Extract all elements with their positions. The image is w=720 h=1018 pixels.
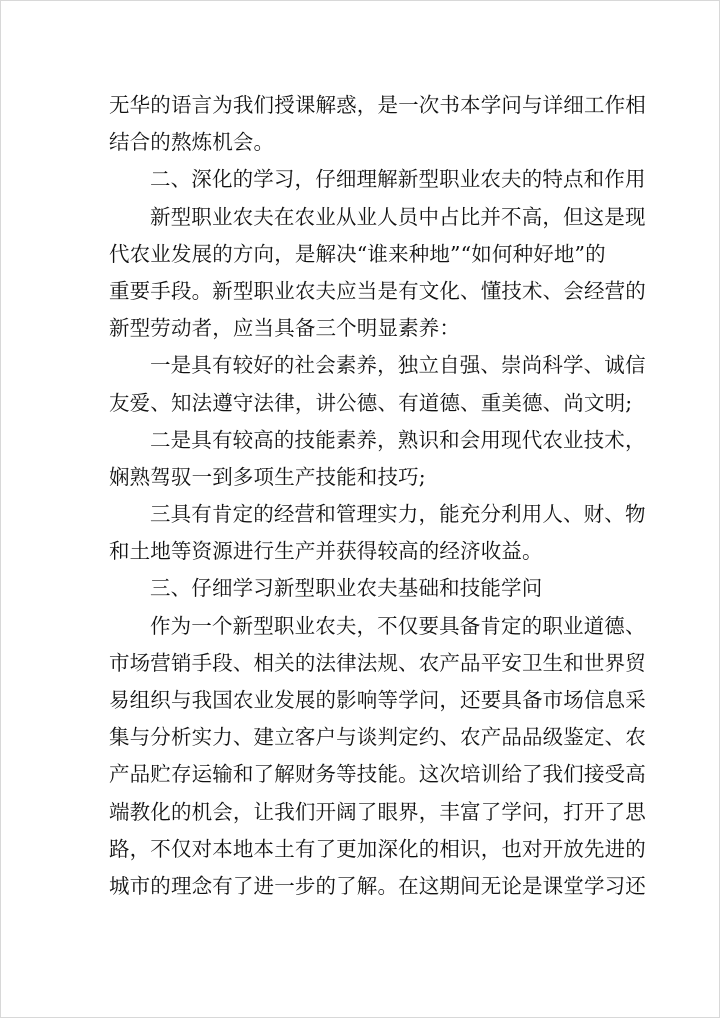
text-line-16: 市场营销手段、相关的法律法规、农产品平安卫生和世界贸 [109, 650, 646, 675]
text-line-8: 一是具有较好的社会素养，独立自强、崇尚科学、诚信 [150, 353, 646, 378]
text-line-6: 重要手段。新型职业农夫应当是有文化、懂技术、会经营的 [109, 278, 646, 303]
text-line-9: 友爱、知法遵守法律，讲公德、有道德、重美德、尚文明; [109, 390, 633, 415]
text-line-20: 端教化的机会，让我们开阔了眼界，丰富了学问，打开了思 [109, 799, 646, 824]
text-line-18: 集与分析实力、建立客户与谈判定约、农产品品级鉴定、农 [109, 725, 646, 750]
text-line-11: 娴熟驾驭一到多项生产技能和技巧; [109, 464, 426, 489]
text-line-12: 三具有肯定的经营和管理实力，能充分利用人、财、物 [150, 502, 646, 527]
text-line-22: 城市的理念有了进一步的了解。在这期间无论是课堂学习还 [109, 873, 646, 898]
text-line-2: 结合的熬炼机会。 [109, 130, 275, 155]
section-heading-2: 二、深化的学习，仔细理解新型职业农夫的特点和作用 [150, 167, 646, 192]
text-line-1: 无华的语言为我们授课解惑，是一次书本学问与详细工作相 [109, 93, 646, 117]
text-line-10: 二是具有较高的技能素养，熟识和会用现代农业技术， [150, 427, 646, 452]
text-line-15: 作为一个新型职业农夫，不仅要具备肯定的职业道德、 [150, 613, 646, 638]
text-line-21: 路，不仅对本地本土有了更加深化的相识，也对开放先进的 [109, 836, 646, 861]
text-line-13: 和土地等资源进行生产并获得较高的经济收益。 [109, 539, 543, 564]
section-heading-3: 三、仔细学习新型职业农夫基础和技能学问 [150, 576, 543, 601]
text-line-7: 新型劳动者，应当具备三个明显素养： [109, 316, 461, 341]
text-line-4: 新型职业农夫在农业从业人员中占比并不高，但这是现 [150, 204, 646, 229]
document-body [109, 87, 646, 905]
text-line-5: 代农业发展的方向，是解决“谁来种地”“如何种好地”的 [109, 241, 606, 266]
text-line-19: 产品贮存运输和了解财务等技能。这次培训给了我们接受高 [109, 762, 646, 787]
text-line-17: 易组织与我国农业发展的影响等学问，还要具备市场信息采 [109, 688, 646, 712]
